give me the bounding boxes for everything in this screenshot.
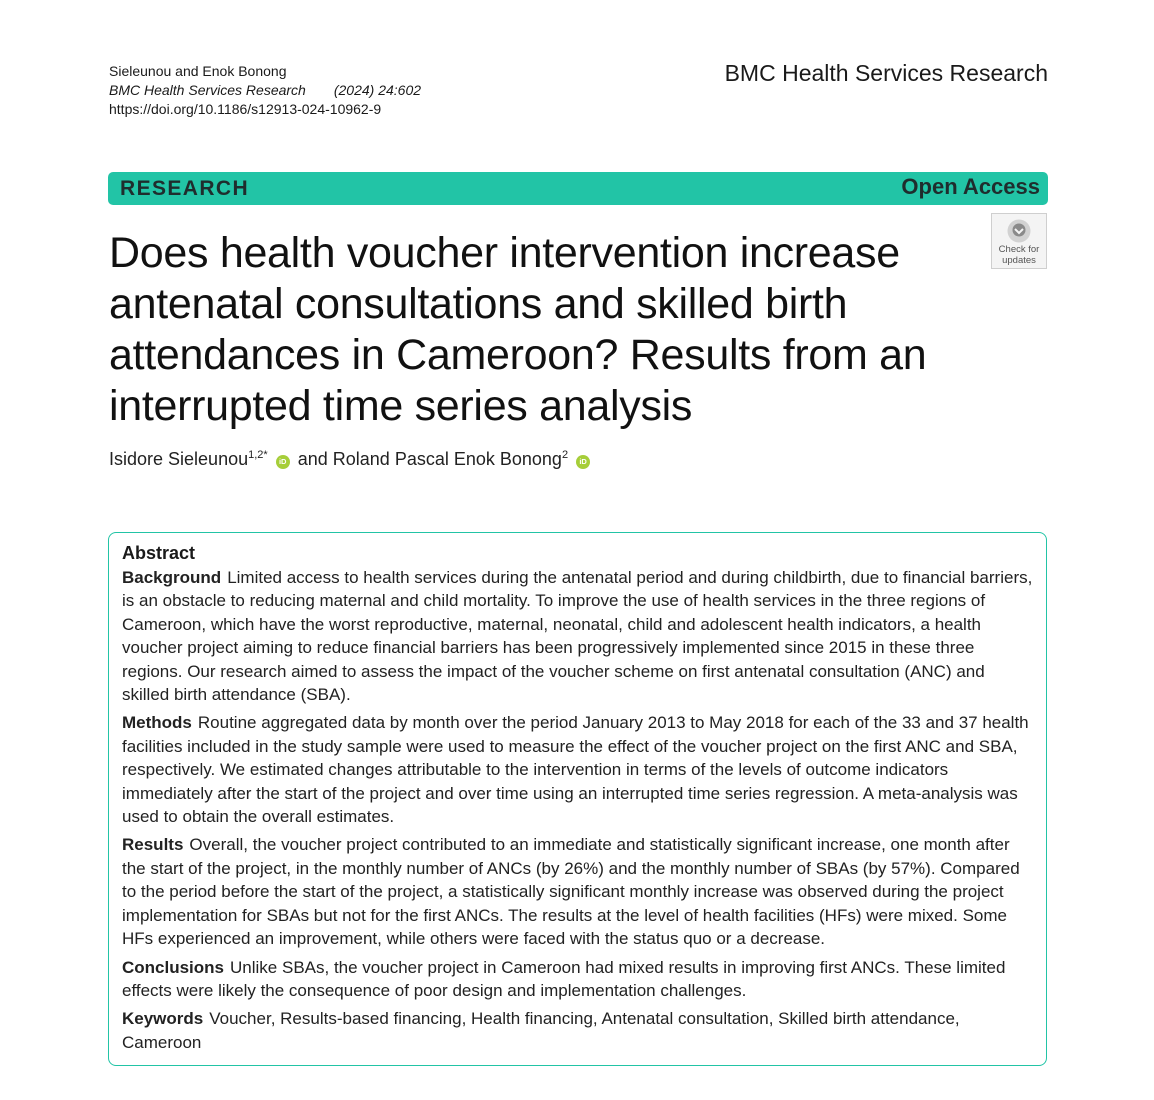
orcid-icon[interactable]: iD bbox=[576, 455, 590, 469]
section-text: Routine aggregated data by month over the period January 2013 to May 2018 for each of the 33 and 37 health facilities included in the study sample were used to measure the effect of the voucher project on the first ANC and SBA, respectively. We estimated changes attributable to the intervention in terms of the levels of outcome indicators immediately after the start of the project and over time using an interrupted time series regression. A meta-analysis was used to obtain the overall estimates. bbox=[122, 713, 1029, 827]
section-label: Conclusions bbox=[122, 957, 225, 977]
section-label: Keywords bbox=[122, 1009, 204, 1029]
article-banner bbox=[108, 172, 1048, 205]
abstract-section-conclusions bbox=[122, 956, 1034, 1003]
affiliation-sup: 1,2* bbox=[248, 449, 268, 461]
updates-text: updates bbox=[1002, 255, 1036, 266]
section-text: Overall, the voucher project contributed to an immediate and statistically significant increase, one month after the start of the project, in the monthly number of ANCs (by 26%) and the monthly number of SBAs (by 57%). Compared to the period before the start of the project, a statistically significant monthly increase was observed during the project implementation for SBAs but not for the first ANCs. The results at the level of health facilities (HFs) were mixed. Some HFs experienced an improvement, while others were faced with the status quo or a decrease. bbox=[122, 835, 1020, 949]
orcid-icon[interactable]: iD bbox=[276, 455, 290, 469]
abstract-heading: Abstract bbox=[122, 543, 196, 563]
check-for-updates-button[interactable] bbox=[991, 213, 1047, 269]
volume-info: (2024) 24:602 bbox=[333, 82, 422, 98]
section-label: Background bbox=[122, 568, 222, 587]
article-title: Does health voucher intervention increase antenatal consultations and skilled birth attendances in Cameroon? Results from an interrupted time series analysis bbox=[109, 229, 927, 430]
abstract-section-background bbox=[122, 566, 1034, 706]
author-short: Sieleunou and Enok Bonong bbox=[109, 63, 287, 79]
journal-name: BMC Health Services Research bbox=[109, 82, 306, 98]
section-text: Voucher, Results-based financing, Health financing, Antenatal consultation, Skilled birth attendance, Cameroon bbox=[122, 1009, 960, 1052]
abstract-section-methods bbox=[122, 711, 1034, 828]
section-text: Unlike SBAs, the voucher project in Cameroon had mixed results in improving first ANCs. These limited effects were likely the consequence of poor design and implementation challenges. bbox=[122, 957, 1006, 1000]
author-list bbox=[109, 449, 593, 470]
abstract-section-results bbox=[122, 833, 1034, 950]
abstract-box bbox=[108, 532, 1047, 1066]
author-name[interactable]: Isidore Sieleunou bbox=[109, 449, 249, 469]
section-text: Limited access to health services during the antenatal period and during childbirth, due to financial barriers, is an obstacle to reducing maternal and child mortality. To improve the use of health services in the three regions of Cameroon, which have the worst reproductive, maternal, neonatal, child and adolescent health indicators, a health voucher project aiming to reduce financial barriers has been progressively implemented since 2015 in these three regions. Our research aimed to assess the impact of the voucher scheme on first antenatal consultation (ANC) and skilled birth attendance (SBA). bbox=[122, 568, 1033, 705]
open-access-label: Open Access bbox=[901, 174, 1040, 199]
section-label: Results bbox=[122, 835, 184, 855]
section-label: Methods bbox=[122, 713, 192, 733]
check-for-updates-icon bbox=[1006, 218, 1032, 244]
author-connector: and bbox=[297, 449, 328, 469]
author-name[interactable]: Roland Pascal Enok Bonong bbox=[332, 449, 562, 469]
doi-link[interactable]: https://doi.org/10.1186/s12913-024-10962-9 bbox=[109, 101, 382, 117]
check-for-text: Check for bbox=[998, 244, 1040, 255]
journal-title: BMC Health Services Research bbox=[724, 60, 1048, 86]
affiliation-sup: 2 bbox=[561, 449, 569, 461]
abstract-section-keywords bbox=[122, 1007, 1034, 1054]
article-type: RESEARCH bbox=[120, 177, 250, 200]
citation-block bbox=[109, 62, 421, 119]
